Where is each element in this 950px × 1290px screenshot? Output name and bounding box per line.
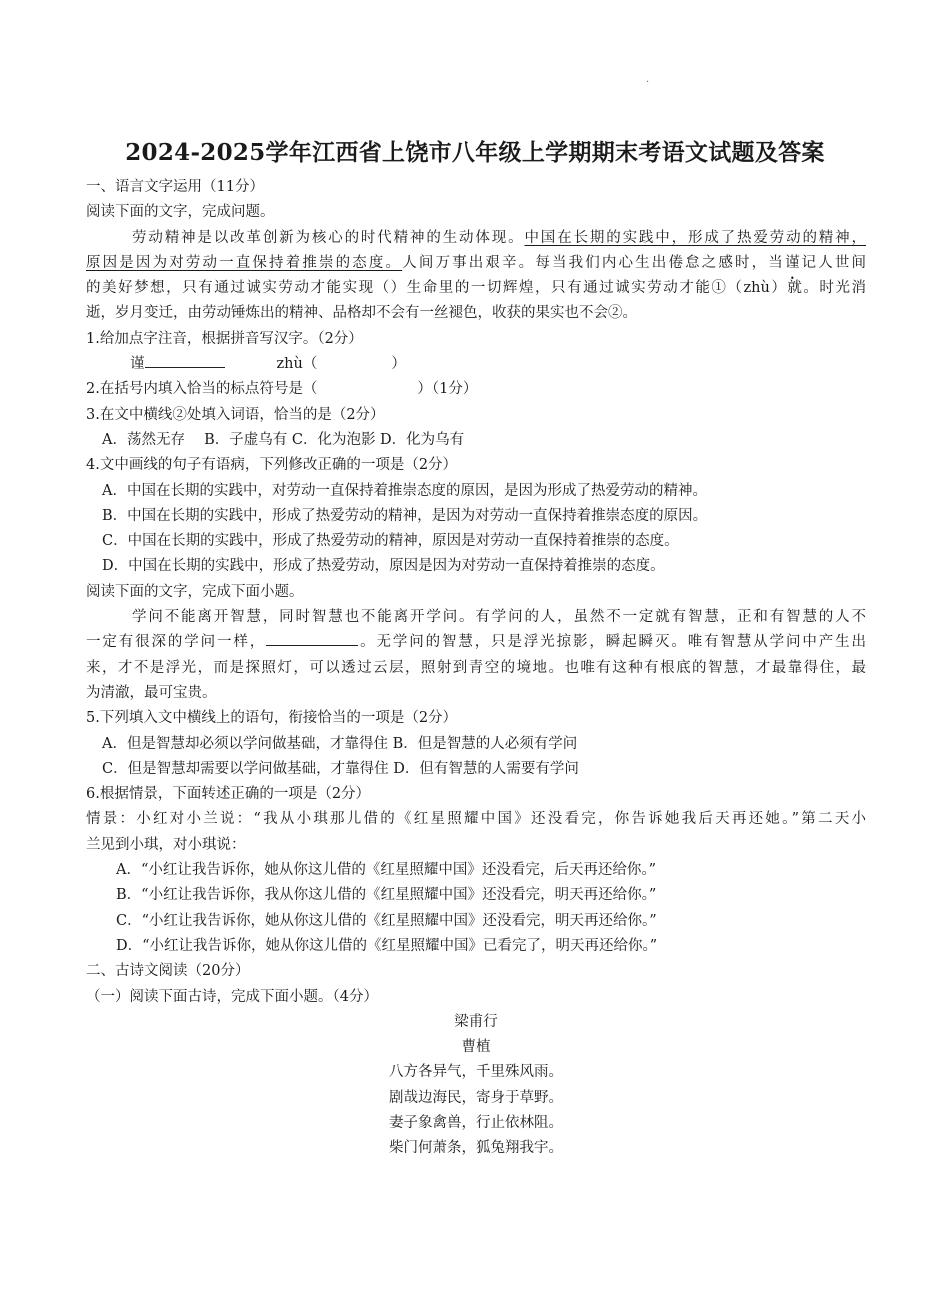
question-5: 5.下列填入文中横线上的语句，衔接恰当的一项是（2分） — [86, 710, 458, 727]
instruction: 阅读下面的文字，完成问题。 — [86, 204, 275, 221]
passage-line: 为清澈，最可宝贵。 — [86, 684, 217, 701]
question-5-options-ab: A．但是智慧却必须以学问做基础，才靠得住 B．但是智慧的人必须有学问 — [102, 735, 578, 752]
passage-line: 来，才不是浮光，而是探照灯，可以透过云层，照射到青空的境地。也唯有这种有根底的智慧，才最靠得住，最 — [86, 659, 866, 676]
instruction: 阅读下面的文字，完成下面小题。 — [86, 583, 304, 600]
option-a: A．中国在长期的实践中，对劳动一直保持着推崇态度的原因，是因为形成了热爱劳动的精神。 — [102, 482, 707, 499]
poem-line: 柴门何萧条，狐兔翔我宇。 — [389, 1140, 563, 1157]
option-b: B．中国在长期的实践中，形成了热爱劳动的精神，是因为对劳动一直保持着推崇态度的原因。 — [102, 507, 708, 524]
question-2: 2.在括号内填入恰当的标点符号是（ ）（1分） — [86, 381, 478, 398]
document-body — [86, 175, 866, 1162]
option-c: C．“小红让我告诉你，她从你这儿借的《红星照耀中国》还没看完，明天再还给你。” — [116, 912, 657, 929]
poem-author: 曹植 — [461, 1039, 491, 1056]
passage-line: 原因是因为对劳动一直保持着推崇的态度。人间万事出艰辛。每当我们内心生出倦怠之感时，当谨记人世间 — [86, 254, 867, 271]
section-heading: 一、语言文字运用（11分） — [86, 179, 264, 195]
option-c: C．中国在长期的实践中，形成了热爱劳动的精神，原因是对劳动一直保持着推崇的态度。 — [102, 533, 679, 550]
question-3-options: A．荡然无存 B．子虚乌有 C．化为泡影 D．化为乌有 — [102, 431, 465, 448]
header-dot: . — [646, 74, 650, 85]
dotted-character: 谨 — [784, 254, 802, 271]
passage-line: 学问不能离开智慧，同时智慧也不能离开学问。有学问的人，虽然不一定就有智慧，正和有智慧的人不 — [132, 609, 866, 626]
page-title: 2024-2025学年江西省上饶市八年级上学期期末考语文试题及答案 — [125, 139, 825, 166]
subsection-heading: （一）阅读下面古诗，完成下面小题。（4分） — [86, 988, 378, 1005]
passage-line: 的美好梦想，只有通过诚实劳动才能实现（）生命里的一切辉煌，只有通过诚实劳动才能①（zhù）就。时光消 — [86, 280, 866, 297]
question-1: 1.给加点字注音，根据拼音写汉字。（2分） — [86, 330, 363, 347]
question-4: 4.文中画线的句子有语病，下列修改正确的一项是（2分） — [86, 457, 458, 474]
poem-line: 妻子象禽兽，行止依林阻。 — [389, 1114, 563, 1131]
underlined-sentence: 原因是因为对劳动一直保持着推崇的态度。 — [86, 254, 403, 271]
answer-blank[interactable] — [145, 353, 225, 368]
passage-line: 劳动精神是以改革创新为核心的时代精神的生动体现。中国在长期的实践中，形成了热爱劳动的精神， — [132, 229, 866, 246]
passage-line: 一定有很深的学问一样， 。无学问的智慧，只是浮光掠影，瞬起瞬灭。唯有智慧从学问中产生出 — [86, 630, 866, 655]
question-1-answers: 谨 zhù（ ） — [86, 352, 866, 377]
option-b: B．“小红让我告诉你，我从你这儿借的《红星照耀中国》还没看完，明天再还给你。” — [116, 887, 657, 904]
passage-line: 逝，岁月变迁，由劳动锤炼出的精神、品格却不会有一丝褪色，收获的果实也不会②。 — [86, 305, 637, 322]
question-5-options-cd: C．但是智慧却需要以学问做基础，才靠得住 D．但有智慧的人需要有学问 — [102, 760, 579, 777]
scene-text: 兰见到小琪，对小琪说： — [86, 836, 246, 853]
scene-text: 情景：小红对小兰说：“我从小琪那儿借的《红星照耀中国》还没看完，你告诉她我后天再还她。”第二天小 — [86, 811, 866, 828]
section-heading: 二、古诗文阅读（20分） — [86, 963, 250, 980]
option-d: D．“小红让我告诉你，她从你这儿借的《红星照耀中国》已看完了，明天再还给你。” — [116, 937, 658, 954]
answer-blank[interactable] — [266, 631, 358, 646]
question-6: 6.根据情景，下面转述正确的一项是（2分） — [86, 786, 371, 803]
poem-title: 梁甫行 — [454, 1013, 498, 1030]
poem-line: 八方各异气，千里殊风雨。 — [389, 1064, 563, 1081]
poem-line: 剧哉边海民，寄身于草野。 — [389, 1089, 563, 1106]
option-d: D．中国在长期的实践中，形成了热爱劳动，原因是因为对劳动一直保持着推崇的态度。 — [102, 558, 665, 575]
question-3: 3.在文中横线②处填入词语，恰当的是（2分） — [86, 406, 385, 423]
underlined-sentence: 中国在长期的实践中，形成了热爱劳动的精神， — [524, 229, 866, 246]
option-a: A．“小红让我告诉你，她从你这儿借的《红星照耀中国》还没看完，后天再还给你。” — [116, 862, 657, 879]
